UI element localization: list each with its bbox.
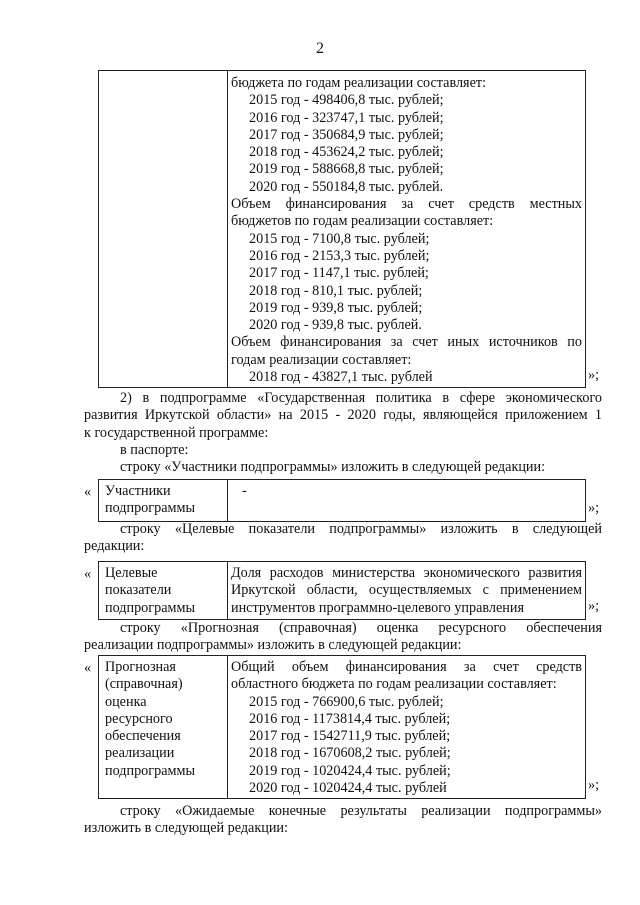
participants-instruction: строку «Участники подпрограммы» изложить в следующей редакции: [120,459,546,476]
funding-cell [231,75,582,387]
open-quote: « [84,660,92,676]
local-intro: бюджетов по годам реализации составляет: [231,213,494,230]
open-quote: « [84,484,92,500]
forecast-year-line: 2017 год - 1542711,9 тыс. рублей; [249,728,451,745]
paragraph-line: развития Иркутской области» на 2015 - 2020 годы, являющейся приложением 1 [84,407,602,424]
forecast-label: подпрограммы [105,762,195,779]
local-year-line: 2019 год - 939,8 тыс. рублей; [249,299,423,316]
regional-year-line: 2015 год - 498406,8 тыс. рублей; [249,92,444,109]
regional-year-line: 2020 год - 550184,8 тыс. рублей. [249,178,444,195]
close-quote: »; [588,777,600,793]
forecast-year-line: 2015 год - 766900,6 тыс. рублей; [249,693,444,710]
targets-value: Иркутской области, осуществляемых с применением [231,582,582,599]
other-year-line: 2018 год - 43827,1 тыс. рублей [249,369,433,386]
page-number: 2 [316,40,324,57]
close-quote: »; [588,367,600,383]
local-year-line: 2017 год - 1147,1 тыс. рублей; [249,265,429,282]
paragraph-line: к государственной программе: [84,424,269,441]
paragraph-line: редакции: [84,538,145,555]
targets-label: подпрограммы [105,599,195,616]
paragraph-line: реализации подпрограммы» изложить в следующей редакции: [84,637,462,654]
forecast-label: Прогнозная [105,659,176,675]
participants-table [98,479,586,522]
local-year-line: 2015 год - 7100,8 тыс. рублей; [249,230,430,247]
targets-instruction [84,521,602,556]
targets-label: показатели [105,582,172,599]
forecast-label: реализации [105,745,175,762]
paragraph-2 [84,390,602,476]
funding-intro: бюджета по годам реализации составляет: [231,75,487,91]
close-quote: »; [588,598,600,614]
paragraph-line: строку «Ожидаемые конечные результаты реализации подпрограммы» [120,803,602,819]
funding-table-continuation [98,70,586,388]
forecast-intro: областного бюджета по годам реализации составляет: [231,676,557,693]
forecast-label: ресурсного [105,710,173,727]
in-passport-line: в паспорте: [120,441,189,458]
close-quote: »; [588,500,600,516]
local-year-line: 2018 год - 810,1 тыс. рублей; [249,282,423,299]
forecast-intro: Общий объем финансирования за счет средств [231,659,582,675]
targets-value: инструментов программно-целевого управления [231,599,524,616]
forecast-year-line: 2019 год - 1020424,4 тыс. рублей; [249,762,451,779]
forecast-table [98,655,586,799]
participants-label: Участники [105,483,171,499]
paragraph-line: изложить в следующей редакции: [84,820,288,837]
paragraph-line: строку «Прогнозная (справочная) оценка ресурсного обеспечения [120,620,602,636]
other-intro: Объем финансирования за счет иных источников по [231,334,582,351]
forecast-year-line: 2020 год - 1020424,4 тыс. рублей [249,780,447,797]
participants-label: подпрограммы [105,500,195,517]
paragraph-line: 2) в подпрограмме «Государственная политика в сфере экономического [120,390,602,406]
forecast-instruction [84,620,602,655]
forecast-year-line: 2016 год - 1173814,4 тыс. рублей; [249,710,451,727]
open-quote: « [84,566,92,582]
other-intro: годам реализации составляет: [231,351,412,368]
forecast-label: оценка [105,693,147,710]
targets-value: Доля расходов министерства экономического развития [231,565,582,581]
local-year-line: 2016 год - 2153,3 тыс. рублей; [249,247,430,264]
results-instruction [84,803,602,838]
forecast-label: обеспечения [105,728,181,745]
regional-year-line: 2019 год - 588668,8 тыс. рублей; [249,161,444,178]
regional-year-line: 2016 год - 323747,1 тыс. рублей; [249,109,444,126]
local-year-line: 2020 год - 939,8 тыс. рублей. [249,317,422,334]
regional-year-line: 2017 год - 350684,9 тыс. рублей; [249,126,444,143]
paragraph-line: строку «Целевые показатели подпрограммы» изложить в следующей [120,521,602,537]
participants-value: - [242,483,247,499]
forecast-year-line: 2018 год - 1670608,2 тыс. рублей; [249,745,451,762]
targets-label: Целевые [105,565,158,581]
forecast-label: (справочная) [105,676,183,693]
local-intro: Объем финансирования за счет средств местных [231,196,582,213]
targets-table [98,561,586,620]
regional-year-line: 2018 год - 453624,2 тыс. рублей; [249,144,444,161]
